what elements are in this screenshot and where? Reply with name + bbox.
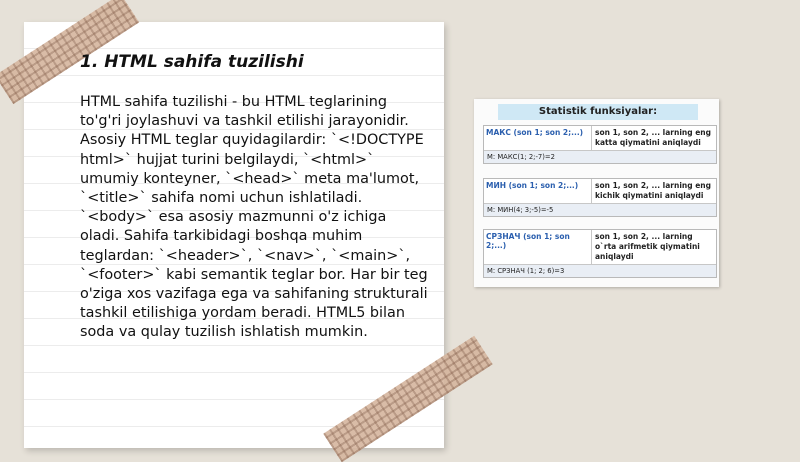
function-name: МАКС (son 1; son 2;...)	[484, 126, 592, 150]
function-example: M: МАКС(1; 2;-7)=2	[484, 151, 716, 163]
function-name: СРЗНАЧ (son 1; son 2;...)	[484, 230, 592, 264]
function-block-min	[483, 178, 717, 217]
function-description: son 1, son 2, ... larning o`rta arifmetik qiymatini aniqlaydi	[595, 232, 700, 261]
function-block-average	[483, 229, 717, 278]
function-name: МИН (son 1; son 2;...)	[484, 179, 592, 203]
function-example: M: МИН(4; 3;-5)=-5	[484, 204, 716, 216]
function-example: M: СРЗНАЧ (1; 2; 6)=3	[484, 265, 716, 277]
function-description: son 1, son 2, ... larning eng katta qiymatini aniqlaydi	[595, 128, 712, 147]
statistics-functions-image	[474, 99, 719, 287]
function-block-max	[483, 125, 717, 164]
slide-body-text: HTML sahifa tuzilishi - bu HTML teglarining to'g'ri joylashuvi va tashkil etilishi jarayonidir. Asosiy HTML teglar quyidagilardir: `<!DOCTYPE html>` hujjat turini belgilaydi, `<html>` umumiy konteyner, `<head>` meta ma'lumot, `<title>` sahifa nomi uchun ishlatiladi. `<body>` esa asosiy mazmunni o'z ichiga oladi. Sahifa tarkibidagi boshqa muhim teglardan: `<header>`, `<nav>`, `<main>`, `<footer>` kabi semantik teglar bor. Har bir teg o'ziga xos vazifaga ega va sahifaning strukturali tashkil etilishiga yordam beradi. HTML5 bilan soda va qulay tuzilish ishlatish mumkin.	[80, 94, 428, 341]
card-header: Statistik funksiyalar:	[498, 104, 698, 120]
function-description: son 1, son 2, ... larning eng kichik qiymatini aniqlaydi	[595, 181, 712, 200]
slide-title: 1. HTML sahifa tuzilishi	[80, 52, 304, 72]
